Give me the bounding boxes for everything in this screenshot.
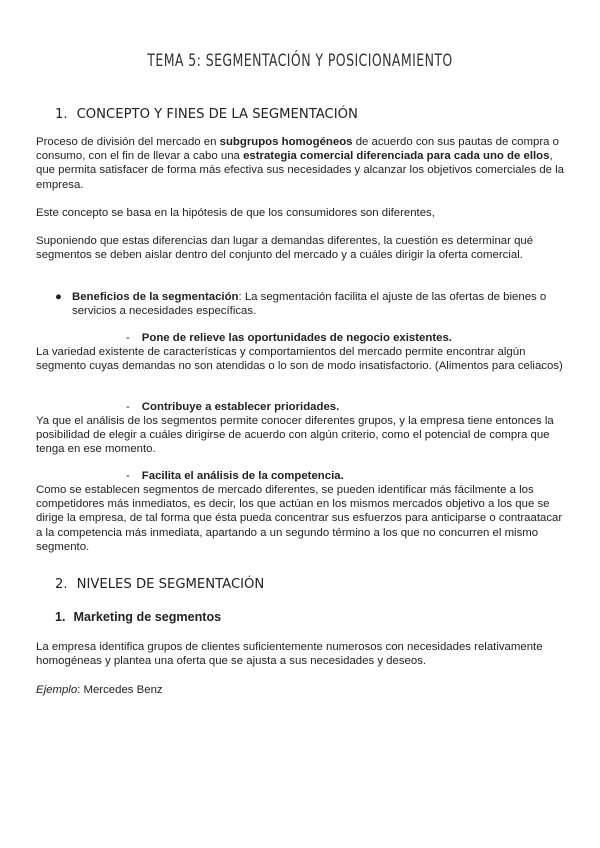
benefit-3-dash: -	[126, 470, 130, 482]
benefit-2-heading	[126, 400, 339, 414]
benefit-1-heading	[126, 331, 452, 345]
bullet-dot-icon: ●	[55, 291, 62, 303]
benefit-3-heading	[126, 469, 344, 483]
section-2-heading	[55, 578, 264, 592]
benefit-2-title: Contribuye a establecer prioridades.	[141, 401, 340, 413]
benefit-3-text: Como se establecen segmentos de mercado diferentes, se pueden identificar más fácilmente a los competidores más inmediatos, es decir, los que actúan en los mismos mercados objetivo a los que se dirige la empresa, de tal forma que ésta pueda concentrar sus esfuerzos para anticiparse o contraatacar a la competencia más inmediata, apartando a un segundo término a los que no concurren el mismo segmento.	[36, 484, 563, 553]
subsection-1-number: 1.	[55, 610, 66, 624]
benefits-bullet-text: : La segmentación facilita el ajuste de las ofertas de bienes o servicios a necesidades específicas.	[72, 291, 547, 318]
example-line	[36, 683, 566, 697]
section-1-heading	[55, 108, 358, 122]
page-title: TEMA 5: SEGMENTACIÓN Y POSICIONAMIENTO	[147, 51, 453, 71]
benefit-2-dash: -	[126, 401, 130, 413]
definition-text-a: Proceso de división del mercado en	[36, 136, 220, 148]
differences-paragraph: Suponiendo que estas diferencias dan lugar a demandas diferentes, la cuestión es determinar qué segmentos se deben aislar dentro del conjunto del mercado y a cuáles dirigir la oferta comercial.	[36, 235, 534, 262]
definition-bold-1: subgrupos homogéneos	[219, 136, 353, 148]
section-2-number: 2.	[55, 577, 68, 592]
definition-text-d: , que permita satisfacer de forma más efectiva sus necesidades y alcanzar los objetivos comerciales de la empresa.	[36, 150, 565, 191]
benefits-bullet	[55, 290, 560, 318]
section-1-title: CONCEPTO Y FINES DE LA SEGMENTACIÓN	[76, 107, 358, 122]
benefit-1-title: Pone de relieve las oportunidades de negocio existentes.	[141, 332, 452, 344]
benefit-1-dash: -	[126, 332, 130, 344]
hypothesis-paragraph: Este concepto se basa en la hipótesis de que los consumidores son diferentes,	[36, 207, 435, 219]
benefit-3-title: Facilita el análisis de la competencia.	[141, 470, 344, 482]
benefit-2-text: Ya que el análisis de los segmentos permite conocer diferentes grupos, y la empresa tiene entonces la posibilidad de elegir a cuáles dirigirse de acuerdo con algún criterio, como el potencial de compra que tenga en ese momento.	[36, 415, 554, 456]
segment-marketing-paragraph: La empresa identifica grupos de clientes suficientemente numerosos con necesidades relativamente homogéneas y plantea una oferta que se ajusta a sus necesidades y deseos.	[36, 641, 543, 668]
subsection-1-title: Marketing de segmentos	[73, 610, 222, 624]
benefits-bullet-heading: Beneficios de la segmentación	[72, 291, 239, 303]
section-1-number: 1.	[55, 107, 68, 122]
example-text: : Mercedes Benz	[77, 684, 163, 696]
section-2-title: NIVELES DE SEGMENTACIÓN	[76, 577, 265, 592]
example-label: Ejemplo	[36, 684, 78, 696]
benefit-1-text: La variedad existente de características y comportamientos del mercado permite encontrar algún segmento cuyas demandas no son atendidas o lo son de modo insatisfactorio. (Alimentos para celiacos)	[36, 346, 563, 373]
definition-paragraph	[36, 135, 566, 192]
definition-bold-2: estrategia comercial diferenciada para cada uno de ellos	[243, 150, 550, 163]
definition-text-c: de acuerdo con sus pautas de compra o consumo, con el fin de llevar a cabo una	[36, 136, 559, 163]
subsection-1-heading	[55, 610, 221, 624]
